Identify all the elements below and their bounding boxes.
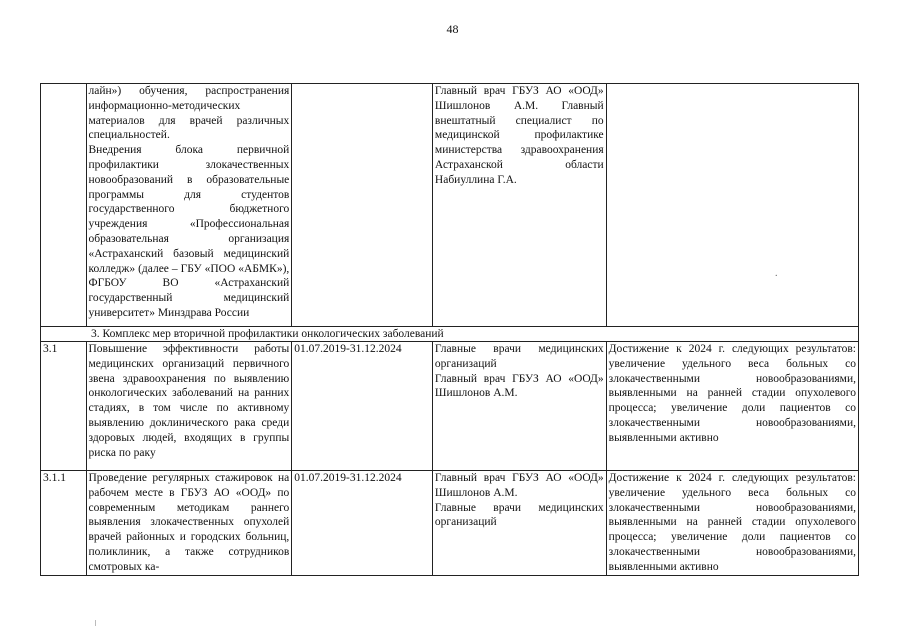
table-row bbox=[41, 342, 859, 471]
table-row bbox=[41, 471, 859, 576]
responsible-cell bbox=[432, 84, 606, 327]
period-cell: 01.07.2019-31.12.2024 bbox=[292, 342, 433, 471]
responsible-paragraph: Главный врач ГБУЗ АО «ООД» Шишлонов А.М. Главный внештатный специалист по медицинской профилактике министерства здравоохранения Астраханской области Набиуллина Г.А. bbox=[434, 85, 604, 186]
responsible-paragraph: Главные врачи медицинских организаций bbox=[434, 343, 604, 370]
responsible-paragraph: Главные врачи медицинских организаций bbox=[434, 501, 604, 529]
section-title: 3. Комплекс мер вторичной профилактики онкологических заболеваний bbox=[41, 327, 859, 342]
result-cell: Достижение к 2024 г. следующих результатов: увеличение удельного веса больных со злокачественными новообразованиями, выявленными на ранней стадии опухолевого процесса; увеличение доли пациентов со злокачественными новообразованиями, выявленными активно bbox=[606, 342, 858, 471]
measures-table bbox=[40, 83, 859, 576]
result-cell: Достижение к 2024 г. следующих результатов: увеличение удельного веса больных со злокачественными новообразованиями, выявленными на ранней стадии опухолевого процесса; увеличение доли пациентов со злокачественными новообразованиями, выявленными активно bbox=[606, 471, 858, 576]
description-cell: Проведение регулярных стажировок на рабочем месте в ГБУЗ АО «ООД» по современным методикам раннего выявления злокачественных опухолей врачей районных и городских больниц, поликлиник, а также сотрудников смотровых ка- bbox=[86, 471, 292, 576]
description-cell: Повышение эффективности работы медицинских организаций первичного звена здравоохранения по выявлению онкологических заболеваний на ранних стадиях, в том числе по активному выявлению доклинического рака среди здоровых людей, входящих в группы риска по раку bbox=[86, 342, 292, 471]
responsible-paragraph: Главный врач ГБУЗ АО «ООД» Шишлонов А.М. bbox=[434, 372, 604, 400]
row-number-cell: 3.1.1 bbox=[41, 471, 87, 576]
description-paragraph: Внедрения блока первичной профилактики злокачественных новообразований в образовательные программы для студентов государственного бюджетного учреждения «Профессиональная образовательная организация «Астраханский базовый медицинский колледж» (далее – ГБУ «ПОО «АБМК»), ФГБОУ ВО «Астраханский государственный медицинский университет» Минздрава России bbox=[88, 144, 290, 319]
period-cell: 01.07.2019-31.12.2024 bbox=[292, 471, 433, 576]
stray-mark: . bbox=[775, 268, 778, 279]
section-header-row bbox=[41, 327, 859, 342]
period-cell bbox=[292, 84, 433, 327]
responsible-paragraph: Главный врач ГБУЗ АО «ООД» Шишлонов А.М. bbox=[434, 472, 604, 499]
row-number-cell: 3.1 bbox=[41, 342, 87, 471]
responsible-cell bbox=[432, 342, 606, 471]
result-cell bbox=[606, 84, 858, 327]
description-cell bbox=[86, 84, 292, 327]
page-number: 48 bbox=[446, 22, 459, 36]
responsible-cell bbox=[432, 471, 606, 576]
row-number-cell bbox=[41, 84, 87, 327]
scan-artifact bbox=[95, 620, 96, 626]
description-paragraph: лайн») обучения, распространения информационно-методических материалов для врачей различных специальностей. bbox=[88, 85, 290, 142]
table-row bbox=[41, 84, 859, 327]
